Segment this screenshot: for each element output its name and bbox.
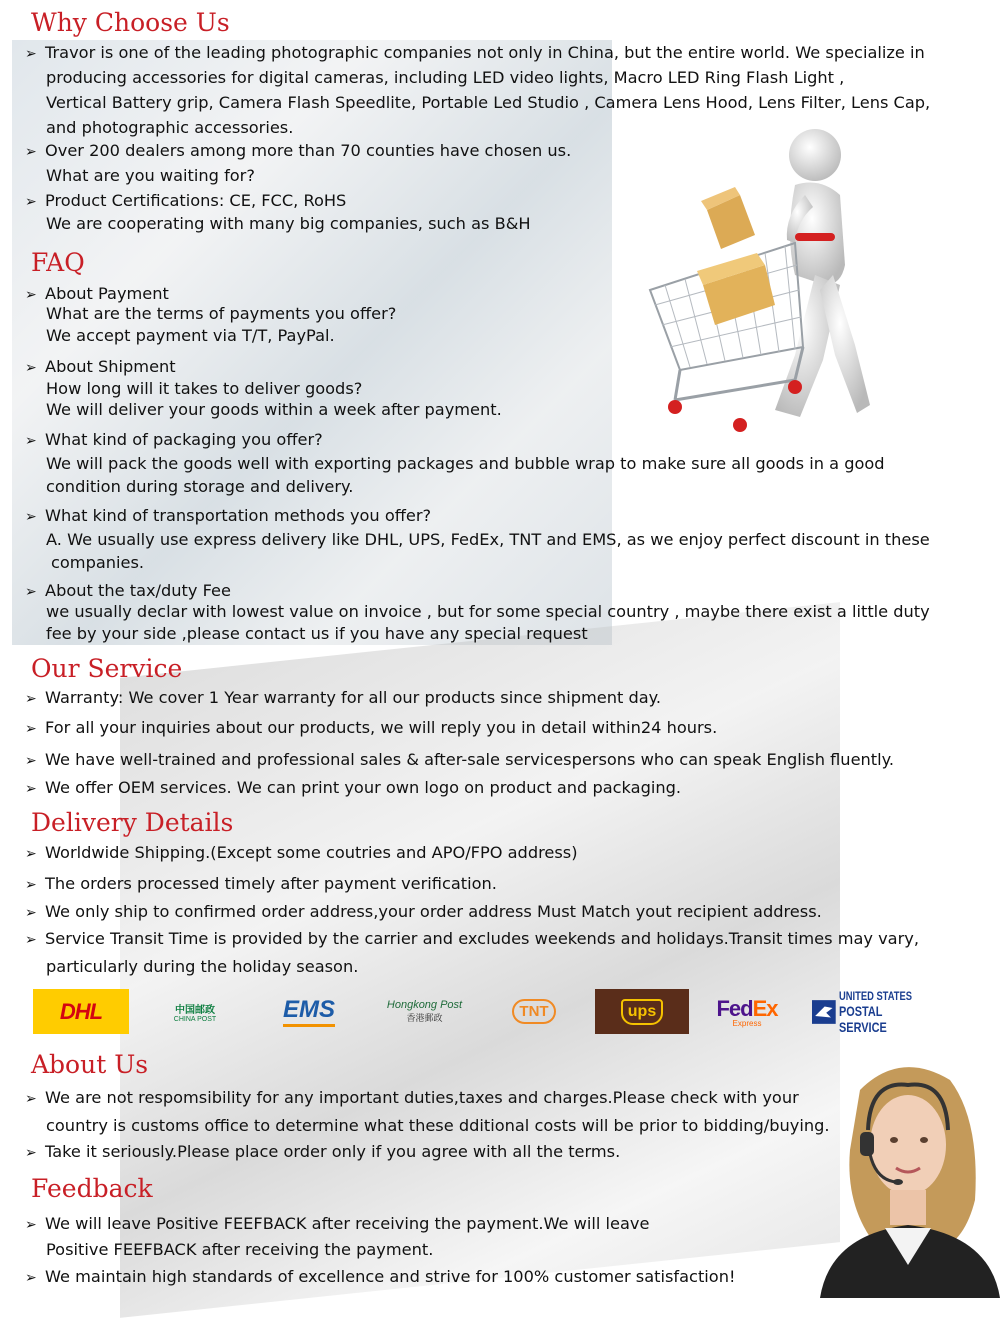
why-line-8: We are cooperating with many big companies, such as B&H (46, 214, 531, 233)
feedback-line-3: ➢ We maintain high standards of excellence and strive for 100% customer satisfaction! (25, 1267, 736, 1286)
arrow-bullet-icon: ➢ (25, 905, 37, 921)
delivery-line-3: ➢ We only ship to confirmed order address,your order address Must Match yout recipient address. (25, 902, 822, 921)
arrow-bullet-icon: ➢ (25, 753, 37, 769)
china-post-logo: 中国邮政 CHINA POST (173, 1004, 217, 1023)
delivery-line-4: ➢ Service Transit Time is provided by the carrier and excludes weekends and holidays.Transit times may vary, (25, 929, 919, 948)
arrow-bullet-icon: ➢ (25, 46, 37, 62)
arrow-bullet-icon: ➢ (25, 932, 37, 948)
faq-line-7: ➢ What kind of packaging you offer? (25, 430, 323, 449)
service-line-3: ➢ We have well-trained and professional sales & after-sale servicespersons who can speak English fluently. (25, 750, 895, 769)
tnt-logo: TNT (505, 989, 563, 1034)
faq-line-10: ➢ What kind of transportation methods you offer? (25, 506, 432, 525)
service-line-2: ➢ For all your inquiries about our products, we will reply you in detail within24 hours. (25, 718, 718, 737)
why-line-1: ➢ Travor is one of the leading photographic companies not only in China, but the entire world. We specialize in (25, 43, 925, 62)
feedback-line-1: ➢ We will leave Positive FEEFBACK after receiving the payment.We will leave (25, 1214, 650, 1233)
faq-line-1: ➢ About Payment (25, 284, 169, 303)
usps-eagle-icon (812, 997, 836, 1027)
arrow-bullet-icon: ➢ (25, 584, 37, 600)
why-line-3: Vertical Battery grip, Camera Flash Speedlite, Portable Led Studio , Camera Lens Hood, Lens Filter, Lens Cap, (46, 93, 931, 112)
arrow-bullet-icon: ➢ (25, 877, 37, 893)
arrow-bullet-icon: ➢ (25, 144, 37, 160)
hongkong-post-logo: Hongkong Post 香港郵政 (386, 999, 463, 1023)
shopping-cart-figure-icon (645, 125, 880, 435)
arrow-bullet-icon: ➢ (25, 360, 37, 376)
arrow-bullet-icon: ➢ (25, 287, 37, 303)
faq-line-11: A. We usually use express delivery like DHL, UPS, FedEx, TNT and EMS, as we enjoy perfect discount in these (46, 530, 930, 549)
arrow-bullet-icon: ➢ (25, 1270, 37, 1286)
why-line-2: producing accessories for digital cameras, including LED video lights, Macro LED Ring Flash Light , (46, 68, 845, 87)
heading-our-service: Our Service (31, 654, 183, 683)
faq-line-15: fee by your side ,please contact us if you have any special request (46, 624, 588, 643)
why-line-5: ➢ Over 200 dealers among more than 70 counties have chosen us. (25, 141, 572, 160)
dhl-logo: DHL (33, 989, 129, 1034)
ups-logo: ups (595, 989, 689, 1034)
arrow-bullet-icon: ➢ (25, 509, 37, 525)
heading-why-choose-us: Why Choose Us (31, 8, 230, 37)
feedback-line-2: Positive FEEFBACK after receiving the payment. (46, 1240, 434, 1259)
heading-feedback: Feedback (31, 1174, 153, 1203)
service-line-4: ➢ We offer OEM services. We can print your own logo on product and packaging. (25, 778, 682, 797)
delivery-line-1: ➢ Worldwide Shipping.(Except some coutries and APO/FPO address) (25, 843, 578, 862)
faq-line-5: How long will it takes to deliver goods? (46, 379, 363, 398)
delivery-line-5: particularly during the holiday season. (46, 957, 359, 976)
arrow-bullet-icon: ➢ (25, 1145, 37, 1161)
arrow-bullet-icon: ➢ (25, 781, 37, 797)
faq-line-12: companies. (51, 553, 145, 572)
heading-delivery-details: Delivery Details (31, 808, 234, 837)
faq-line-13: ➢ About the tax/duty Fee (25, 581, 231, 600)
arrow-bullet-icon: ➢ (25, 846, 37, 862)
arrow-bullet-icon: ➢ (25, 194, 37, 210)
customer-service-agent-icon (790, 1050, 1000, 1298)
heading-faq: FAQ (31, 248, 85, 277)
why-line-7: ➢ Product Certifications: CE, FCC, RoHS (25, 191, 347, 210)
ems-logo: EMS (270, 989, 348, 1034)
arrow-bullet-icon: ➢ (25, 1091, 37, 1107)
about-line-2: country is customs office to determine what these dditional costs will be prior to bidding/buying. (46, 1116, 830, 1135)
faq-line-6: We will deliver your goods within a week after payment. (46, 400, 502, 419)
arrow-bullet-icon: ➢ (25, 433, 37, 449)
faq-line-2: What are the terms of payments you offer? (46, 304, 397, 323)
fedex-logo: FedEx Express (716, 995, 778, 1028)
heading-about-us: About Us (31, 1050, 149, 1079)
arrow-bullet-icon: ➢ (25, 1217, 37, 1233)
delivery-line-2: ➢ The orders processed timely after payment verification. (25, 874, 497, 893)
faq-line-9: condition during storage and delivery. (46, 477, 354, 496)
arrow-bullet-icon: ➢ (25, 721, 37, 737)
service-line-1: ➢ Warranty: We cover 1 Year warranty for all our products since shipment day. (25, 688, 662, 707)
why-line-4: and photographic accessories. (46, 118, 294, 137)
faq-line-8: We will pack the goods well with exporting packages and bubble wrap to make sure all goods in a good (46, 454, 885, 473)
faq-line-3: We accept payment via T/T, PayPal. (46, 326, 335, 345)
why-line-6: What are you waiting for? (46, 166, 255, 185)
arrow-bullet-icon: ➢ (25, 691, 37, 707)
about-line-3: ➢ Take it seriously.Please place order only if you agree with all the terms. (25, 1142, 621, 1161)
usps-logo: UNITED STATES POSTAL SERVICE (812, 989, 934, 1034)
faq-line-14: we usually declar with lowest value on invoice , but for some special country , maybe there exist a little duty (46, 602, 930, 621)
about-line-1: ➢ We are not respomsibility for any important duties,taxes and charges.Please check with your (25, 1088, 799, 1107)
faq-line-4: ➢ About Shipment (25, 357, 176, 376)
